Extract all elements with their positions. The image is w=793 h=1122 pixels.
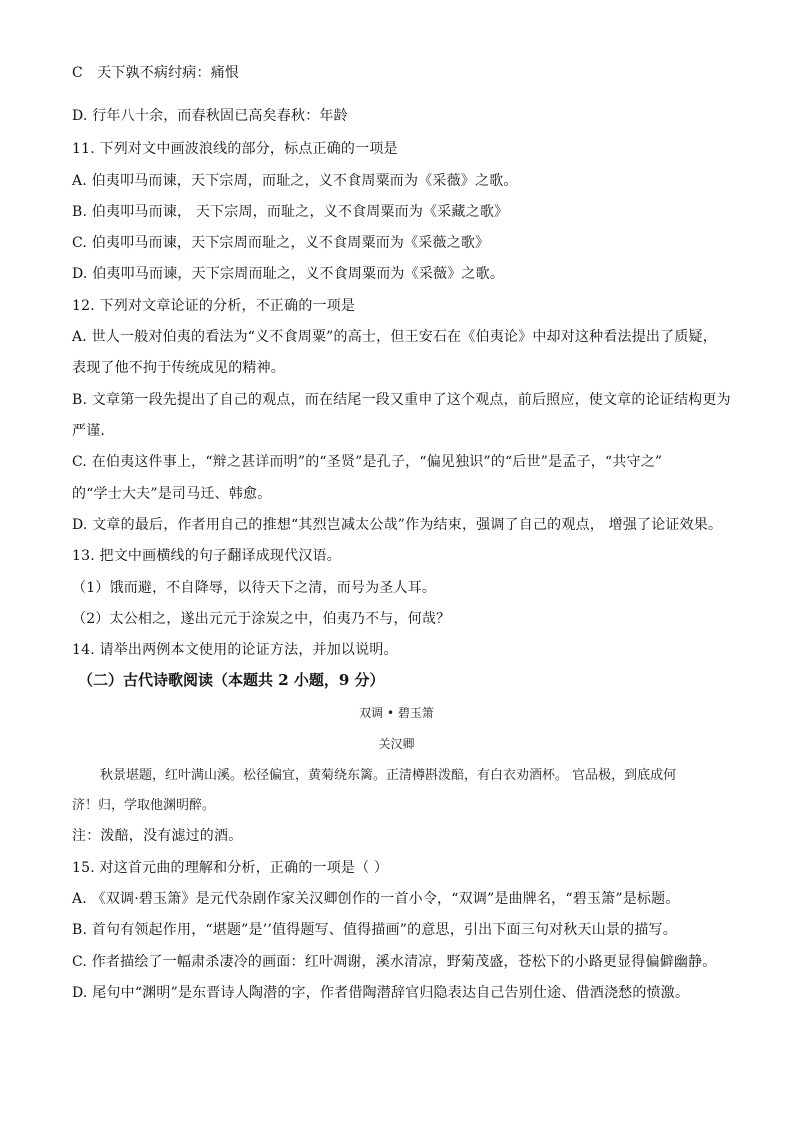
q12-option-c: C. 在伯夷这件事上，“辩之甚详而明”的“圣贤”是孔子，“偏见独识”的“后世”是孟子，“共守之” [72,454,663,470]
section-title: （二）古代诗歌阅读（本题共 2 小题，9 分） [78,671,385,689]
q12-option-c-cont: 的“学士大夫”是司马迁、韩愈。 [72,486,272,502]
poem-title: 双调 • 碧玉箫 [359,706,434,720]
q13-part-2: （2）太公相之，遂出元元于涂炭之中，伯夷乃不与，何哉？ [72,611,451,627]
q12-option-b-cont: 严谨. [72,423,106,439]
q12-option-a: A. 世人一般对伯夷的看法为“义不食周粟”的高士，但王安石在《伯夷论》中却对这种看法提出了质疑， [72,329,717,345]
question-15: 15. 对这首元曲的理解和分析，正确的一项是（ ） [72,860,389,876]
question-13: 13. 把文中画横线的句子翻译成现代汉语。 [72,548,341,564]
question-14: 14. 请举出两例本文使用的论证方法，并加以说明。 [72,642,398,658]
q11-option-c: C. 伯夷叩马而谏，天下宗周而耻之，义不食周粟而为《采薇之歌》 [72,235,490,251]
question-12: 12. 下列对文章论证的分析，不正确的一项是 [72,298,356,314]
q13-part-1: （1）饿而避，不自降辱，以待天下之清，而号为圣人耳。 [72,580,437,596]
poem-author: 关汉卿 [378,737,415,751]
annotation-note: 注：泼醅，没有滤过的酒。 [72,828,243,844]
q11-option-d: D. 伯夷叩马而谏，天下宗周而耻之，义不食周粟而为《采薇》之歌。 [72,266,505,282]
q12-option-b: B. 文章第一段先提出了自己的观点，而在结尾一段又重申了这个观点，前后照应，使文章的论证结构更为 [72,392,731,408]
poem-line-1: 秋景堪题，红叶满山溪。松径偏宜，黄菊绕东篱。正清樽斟泼醅，有白衣劝酒杯。 官品极，到底成何 [100,768,677,783]
option-c-line: C 天下孰不病纣病：痛恨 [72,65,240,81]
q15-option-c: C. 作者描绘了一幅肃杀凄冷的画面：红叶凋谢，溪水清凉，野菊茂盛，苍松下的小路更显得偏僻幽静。 [72,954,717,970]
option-d-line: D. 行年八十余，而春秋固已高矣春秋：年龄 [72,108,348,124]
question-11: 11. 下列对文中画波浪线的部分，标点正确的一项是 [72,141,398,157]
q15-option-a: A. 《双调·碧玉箫》是元代杂剧作家关汉卿创作的一首小令，“双调”是曲牌名，“碧玉箫”是标题。 [72,891,680,907]
q15-option-b: B. 首句有领起作用，“堪题”是’’值得题写、值得描画”的意思，引出下面三句对秋天山景的描写。 [72,922,677,938]
q11-option-b: B. 伯夷叩马而谏， 天下宗周，而耻之，义不食周粟而为《采藏之歌》 [72,204,509,220]
q12-option-a-cont: 表现了他不拘于传统成见的精神。 [72,360,285,376]
q15-option-d: D. 尾句中“渊明”是东晋诗人陶潜的字，作者借陶潜辞官归隐表达自己告别仕途、借酒浇愁的愤激。 [72,985,690,1001]
q11-option-a: A. 伯夷叩马而谏，天下宗周，而耻之，义不食周粟而为《采薇》之歌。 [72,173,518,189]
poem-line-2: 济！归，学取他渊明醉。 [72,798,216,813]
q12-option-d: D. 文章的最后，作者用自己的推想“其烈岂减太公哉”作为结束，强调了自己的观点， 增强了论证效果。 [72,517,723,533]
